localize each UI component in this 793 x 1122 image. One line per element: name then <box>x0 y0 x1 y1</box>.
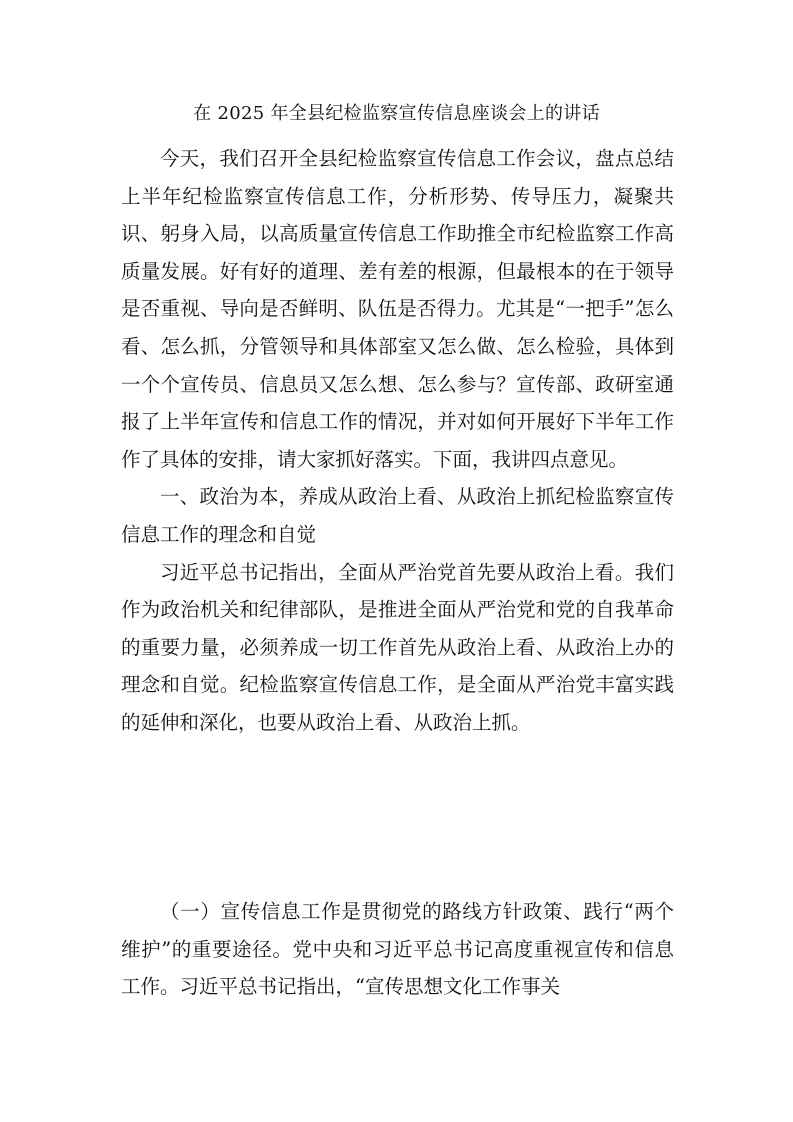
document-body-continued <box>121 893 674 1006</box>
paragraph-opening: 今天，我们召开全县纪检监察宣传信息工作会议，盘点总结上半年纪检监察宣传信息工作，分析形势、传导压力，凝聚共识、躬身入局，以高质量宣传信息工作助推全市纪检监察工作高质量发展。好有好的道理、差有差的根源，但最根本的在于领导是否重视、导向是否鲜明、队伍是否得力。尤其是“一把手”怎么看、怎么抓，分管领导和具体部室又怎么做、怎么检验，具体到一个个宣传员、信息员又怎么想、怎么参与？宣传部、政研室通报了上半年宣传和信息工作的情况，并对如何开展好下半年工作作了具体的安排，请大家抓好落实。下面，我讲四点意见。 <box>121 147 674 471</box>
paragraph-section-1: 习近平总书记指出，全面从严治党首先要从政治上看。我们作为政治机关和纪律部队，是推进全面从严治党和党的自我革命的重要力量，必须养成一切工作首先从政治上看、从政治上办的理念和自觉。纪检监察宣传信息工作，是全面从严治党丰富实践的延伸和深化，也要从政治上看、从政治上抓。 <box>121 560 674 734</box>
document-title: 在 2025 年全县纪检监察宣传信息座谈会上的讲话 <box>193 103 600 124</box>
section-heading-1: 一、政治为本，养成从政治上看、从政治上抓纪检监察宣传信息工作的理念和自觉 <box>121 485 674 546</box>
document-body <box>121 140 674 742</box>
paragraph-subsection-1: （一）宣传信息工作是贯彻党的路线方针政策、践行“两个维护”的重要途径。党中央和习近平总书记高度重视宣传和信息工作。习近平总书记指出，“宣传思想文化工作事关 <box>121 900 674 999</box>
